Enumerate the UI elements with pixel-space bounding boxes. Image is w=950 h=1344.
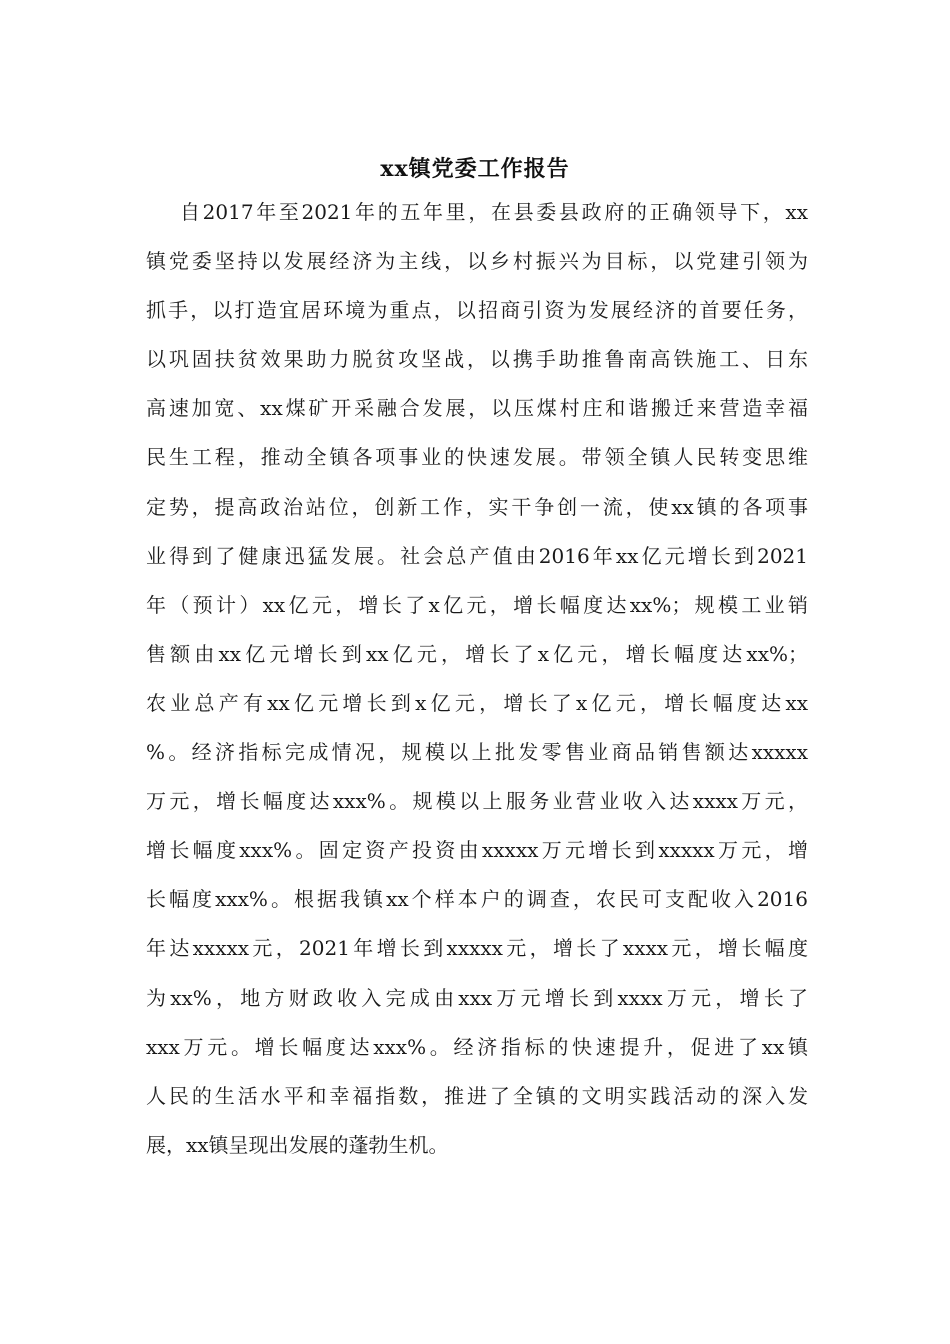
paragraph-line: 镇党委坚持以发展经济为主线，以乡村振兴为目标，以党建引领为 bbox=[146, 249, 808, 274]
paragraph-line: %。经济指标完成情况，规模以上批发零售业商品销售额达xxxxx bbox=[146, 740, 808, 765]
paragraph-line: 民生工程，推动全镇各项事业的快速发展。带领全镇人民转变思维 bbox=[146, 445, 808, 470]
paragraph-line: 长幅度xxx%。根据我镇xx个样本户的调查，农民可支配收入2016 bbox=[146, 887, 808, 912]
body-paragraph bbox=[146, 188, 808, 1170]
paragraph-line: 定势，提高政治站位，创新工作，实干争创一流，使xx镇的各项事 bbox=[146, 494, 808, 519]
paragraph-line: xxx万元。增长幅度达xxx%。经济指标的快速提升，促进了xx镇 bbox=[146, 1034, 808, 1059]
paragraph-line: 万元，增长幅度达xxx%。规模以上服务业营业收入达xxxx万元， bbox=[146, 789, 808, 814]
paragraph-line: 展，xx镇呈现出发展的蓬勃生机。 bbox=[146, 1132, 449, 1157]
paragraph-line: 农业总产有xx亿元增长到x亿元，增长了x亿元，增长幅度达xx bbox=[146, 690, 808, 715]
paragraph-line: 为xx%，地方财政收入完成由xxx万元增长到xxxx万元，增长了 bbox=[146, 985, 808, 1010]
paragraph-line: 人民的生活水平和幸福指数，推进了全镇的文明实践活动的深入发 bbox=[146, 1083, 808, 1108]
paragraph-line: 年达xxxxx元，2021年增长到xxxxx元，增长了xxxx元，增长幅度 bbox=[146, 936, 808, 961]
paragraph-line: 年（预计）xx亿元，增长了x亿元，增长幅度达xx%；规模工业销 bbox=[146, 592, 808, 617]
paragraph-line: 抓手，以打造宜居环境为重点，以招商引资为发展经济的首要任务， bbox=[146, 298, 808, 323]
paragraph-line: 业得到了健康迅猛发展。社会总产值由2016年xx亿元增长到2021 bbox=[146, 543, 808, 568]
paragraph-line: 增长幅度xxx%。固定资产投资由xxxxx万元增长到xxxxx万元，增 bbox=[146, 838, 808, 863]
paragraph-line: 售额由xx亿元增长到xx亿元，增长了x亿元，增长幅度达xx%； bbox=[146, 641, 808, 666]
paragraph-line: 以巩固扶贫效果助力脱贫攻坚战，以携手助推鲁南高铁施工、日东 bbox=[146, 347, 808, 372]
paragraph-line: 高速加宽、xx煤矿开采融合发展，以压煤村庄和谐搬迁来营造幸福 bbox=[146, 396, 808, 421]
document-title: xx镇党委工作报告 bbox=[380, 156, 570, 182]
paragraph-line: 自2017年至2021年的五年里，在县委县政府的正确领导下，xx bbox=[180, 200, 808, 224]
